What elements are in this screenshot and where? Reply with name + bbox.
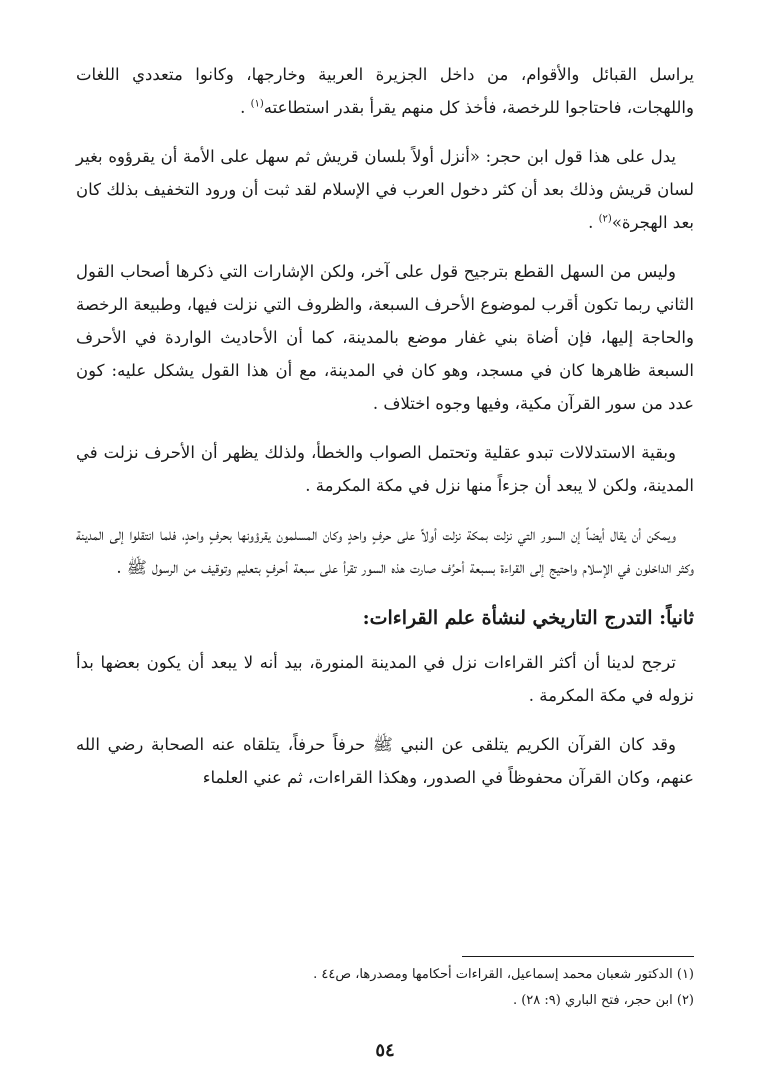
paragraph-5: ويمكن أن يقال أيضاً إن السور التي نزلت بمكة نزلت أولاً على حرفٍ واحدٍ وكان المسلمون يقرؤونها بحرفٍ واحدٍ، فلما انتقلوا إلى المدينة وكثر الداخلون في الإسلام واحتيج إلى القراءة بسبعة أحرُف صارت هذه السور تقرأ على سبعة أحرفٍ بتعليم وتوقيف من الرسول ﷺ . bbox=[76, 525, 694, 577]
paragraph-4: وبقية الاستدلالات تبدو عقلية وتحتمل الصواب والخطأ، ولذلك يظهر أن الأحرف نزلت في المدينة، ولكن لا يبعد أن جزءاً منها نزل في مكة المكرمة . bbox=[76, 443, 694, 495]
paragraph-6: ترجح لدينا أن أكثر القراءات نزل في المدينة المنورة، بيد أنه لا يبعد أن يكون بعضها بدأ نزوله في مكة المكرمة . bbox=[76, 653, 694, 705]
footnote-separator bbox=[462, 956, 694, 957]
paragraph-2 bbox=[76, 140, 694, 239]
paragraph-1-text: يراسل القبائل والأقوام، من داخل الجزيرة العربية وخارجها، وكانوا متعددي اللغات واللهجات، فاحتاجوا للرخصة، فأخذ كل منهم يقرأ بقدر استطاعته bbox=[76, 65, 694, 117]
footnote-1: (١) الدكتور شعبان محمد إسماعيل، القراءات أحكامها ومصدرها، ص٤٤ . bbox=[313, 967, 694, 982]
footnote-ref-1[interactable]: (١) bbox=[250, 98, 264, 110]
footnote-2: (٢) ابن حجر، فتح الباري (٩: ٢٨) . bbox=[512, 993, 694, 1008]
paragraph-7: وقد كان القرآن الكريم يتلقى عن النبي ﷺ حرفاً حرفاً، يتلقاه عنه الصحابة رضي الله عنهم، وكان القرآن محفوظاً في الصدور، وهكذا القراءات، ثم عني العلماء bbox=[76, 735, 694, 787]
paragraph-3: وليس من السهل القطع بترجيح قول على آخر، ولكن الإشارات التي ذكرها أصحاب القول الثاني ربما تكون أقرب لموضوع الأحرف السبعة، والظروف التي نزلت فيها، وطبيعة الرخصة والحاجة إليها، فإن أضاة بني غفار موضع بالمدينة، كما أن الأحاديث الواردة في الأحرف السبعة ظاهرها كان في مسجد، وهو كان في المدينة، مع أن هذا القول يشكل عليه: كون عدد من سور القرآن مكية، وفيها وجوه اختلاف . bbox=[76, 262, 694, 413]
footnote-ref-2[interactable]: (٢) bbox=[598, 213, 612, 225]
paragraph-1 bbox=[76, 58, 694, 124]
page-number: ٥٤ bbox=[375, 1040, 395, 1061]
page-body bbox=[76, 58, 694, 810]
paragraph-2-end: . bbox=[588, 213, 599, 232]
footnotes bbox=[76, 962, 694, 1014]
paragraph-2-text: يدل على هذا قول ابن حجر: «أنزل أولاً بلسان قريش ثم سهل على الأمة أن يقرؤوه بغير لسان قريش وذلك بعد أن كثر دخول العرب في الإسلام لقد ثبت أن ورود التخفيف بذلك كان بعد الهجرة» bbox=[76, 147, 694, 232]
section-heading: ثانياً: التدرج التاريخي لنشأة علم القراءات: bbox=[362, 607, 694, 629]
paragraph-1-end: . bbox=[240, 98, 251, 117]
